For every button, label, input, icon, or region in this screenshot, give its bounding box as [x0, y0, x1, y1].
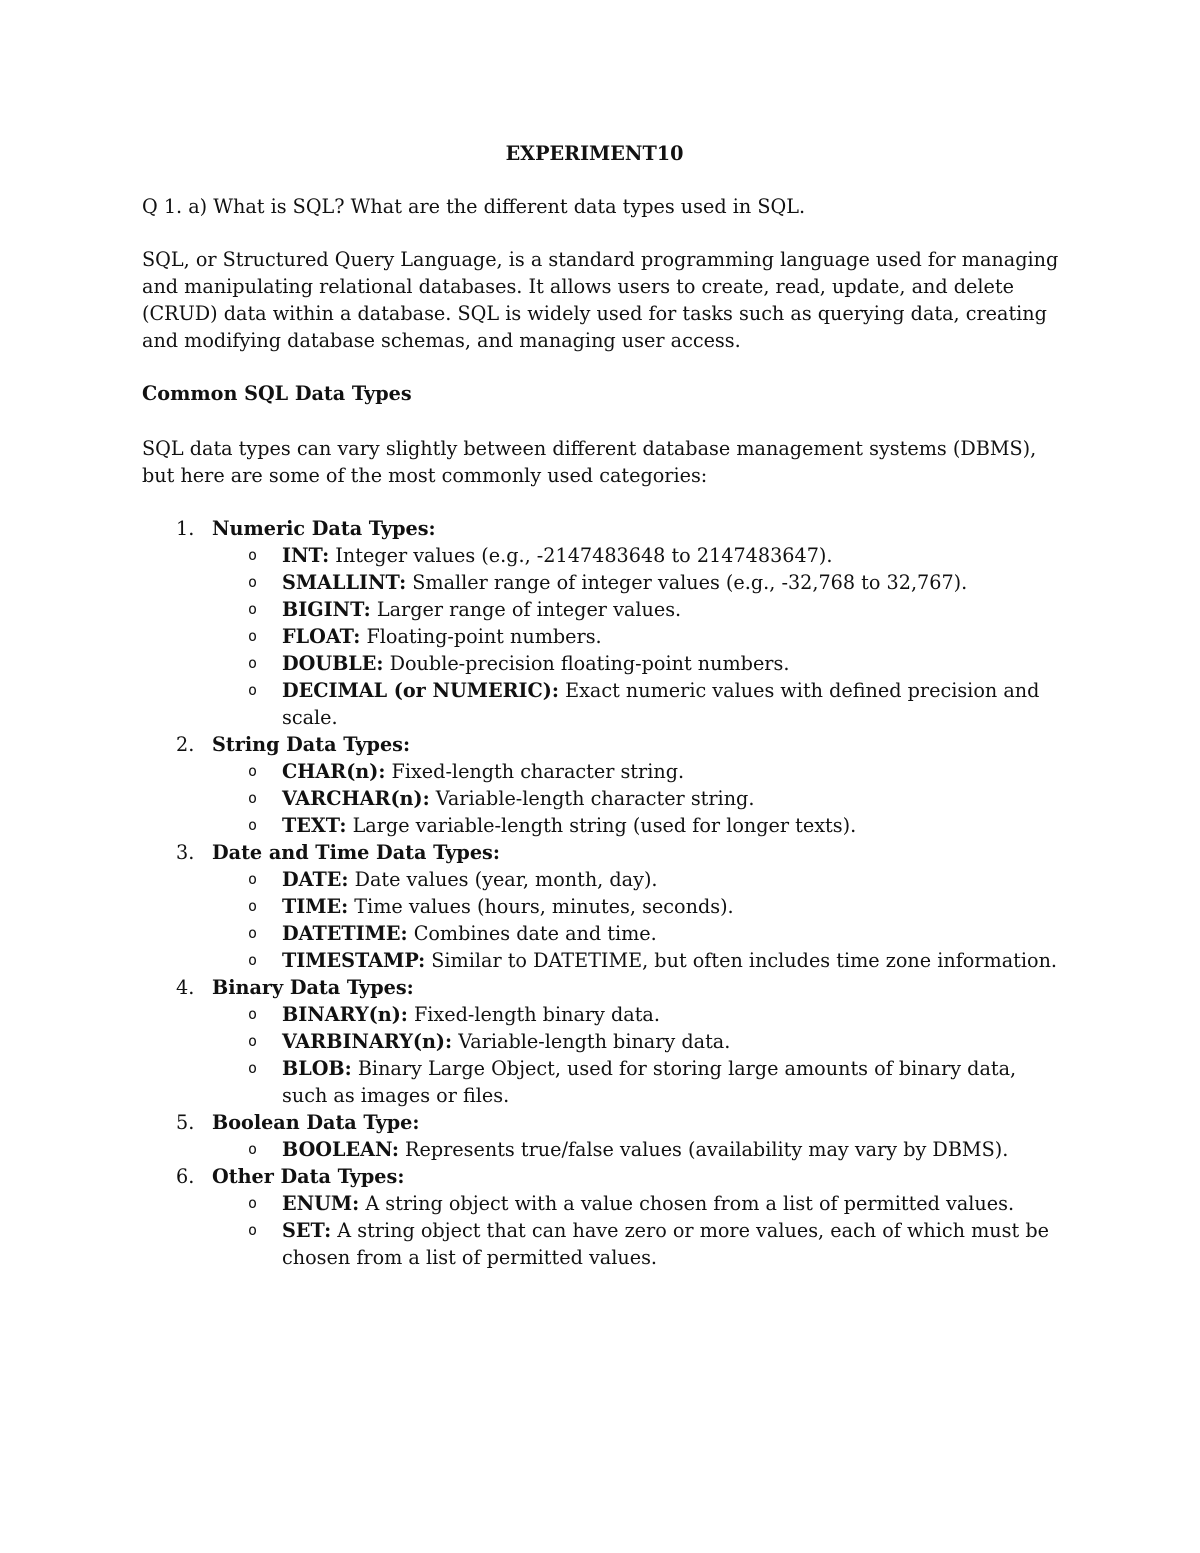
- type-list-item: [142, 1028, 1062, 1055]
- type-list-item: [142, 569, 1062, 596]
- type-description: Combines date and time.: [407, 922, 657, 945]
- bullet-icon: o: [248, 870, 258, 888]
- type-entry: [212, 1136, 1062, 1163]
- type-list-item: [142, 596, 1062, 623]
- type-description: Represents true/false values (availability may vary by DBMS).: [398, 1138, 1009, 1161]
- type-entry: [212, 812, 1062, 839]
- bullet-icon: o: [248, 1032, 258, 1050]
- bullet-icon: o: [248, 573, 258, 591]
- bullet-icon: o: [248, 1221, 258, 1239]
- section-heading: Common SQL Data Types: [142, 382, 412, 405]
- category-number: 1.: [176, 517, 195, 540]
- type-entry: [212, 542, 1062, 569]
- category-number: 3.: [176, 841, 195, 864]
- type-name: DECIMAL (or NUMERIC):: [282, 679, 559, 702]
- type-name: TIMESTAMP:: [282, 949, 426, 972]
- bullet-icon: o: [248, 1140, 258, 1158]
- category-number: 4.: [176, 976, 195, 999]
- section-intro: SQL data types can vary slightly between different database management systems (DBMS), but here are some of the most commonly used categories:: [142, 437, 1037, 487]
- type-description: Double-precision floating-point numbers.: [383, 652, 790, 675]
- type-name: SMALLINT:: [282, 571, 407, 594]
- category-list: [142, 515, 1062, 1271]
- type-entry: [212, 623, 1062, 650]
- type-description: A string object with a value chosen from a list of permitted values.: [359, 1192, 1015, 1215]
- category-number: 5.: [176, 1111, 195, 1134]
- type-list-item: [142, 758, 1062, 785]
- type-list-item: [142, 1136, 1062, 1163]
- bullet-icon: o: [248, 627, 258, 645]
- type-description: Large variable-length string (used for longer texts).: [346, 814, 857, 837]
- type-name: DOUBLE:: [282, 652, 384, 675]
- bullet-icon: o: [248, 762, 258, 780]
- type-list: [212, 1190, 1062, 1271]
- type-list: [212, 1001, 1062, 1109]
- type-list-item: [142, 866, 1062, 893]
- category-item: [142, 839, 1062, 974]
- type-description: Smaller range of integer values (e.g., -32,768 to 32,767).: [406, 571, 968, 594]
- type-entry: [212, 785, 1062, 812]
- type-description: Fixed-length binary data.: [407, 1003, 660, 1026]
- category-item: [142, 515, 1062, 731]
- type-list-item: [142, 812, 1062, 839]
- category-label: String Data Types:: [212, 733, 411, 756]
- type-entry: [212, 1055, 1062, 1109]
- type-entry: [212, 866, 1062, 893]
- type-name: INT:: [282, 544, 330, 567]
- bullet-icon: o: [248, 1059, 258, 1077]
- type-entry: [212, 1028, 1062, 1055]
- type-list-item: [142, 785, 1062, 812]
- type-list: [212, 758, 1062, 839]
- category-number: 2.: [176, 733, 195, 756]
- type-description: Time values (hours, minutes, seconds).: [348, 895, 734, 918]
- intro-paragraph: SQL, or Structured Query Language, is a standard programming language used for managing and manipulating relational databases. It allows users to create, read, update, and delete (CRUD) data within a database. SQL is widely used for tasks such as querying data, creating and modifying database schemas, and managing user access.: [142, 248, 1059, 352]
- bullet-icon: o: [248, 816, 258, 834]
- type-name: TIME:: [282, 895, 349, 918]
- category-label: Numeric Data Types:: [212, 517, 436, 540]
- type-name: CHAR(n):: [282, 760, 386, 783]
- type-name: VARBINARY(n):: [282, 1030, 453, 1053]
- type-list-item: [142, 650, 1062, 677]
- bullet-icon: o: [248, 546, 258, 564]
- category-number: 6.: [176, 1165, 195, 1188]
- bullet-icon: o: [248, 654, 258, 672]
- type-name: DATETIME:: [282, 922, 408, 945]
- type-list-item: [142, 623, 1062, 650]
- type-description: Variable-length character string.: [429, 787, 755, 810]
- type-entry: [212, 650, 1062, 677]
- type-list-item: [142, 677, 1062, 731]
- type-description: Fixed-length character string.: [385, 760, 685, 783]
- type-name: BOOLEAN:: [282, 1138, 399, 1161]
- bullet-icon: o: [248, 897, 258, 915]
- document-title: EXPERIMENT10: [505, 142, 684, 165]
- type-description: A string object that can have zero or more values, each of which must be chosen from a list of permitted values.: [282, 1219, 1049, 1269]
- category-item: [142, 974, 1062, 1109]
- type-list-item: [142, 893, 1062, 920]
- type-description: Binary Large Object, used for storing large amounts of binary data, such as images or files.: [282, 1057, 1017, 1107]
- type-list-item: [142, 1217, 1062, 1271]
- category-item: [142, 1163, 1062, 1271]
- type-list-item: [142, 542, 1062, 569]
- type-name: BINARY(n):: [282, 1003, 408, 1026]
- type-list: [212, 866, 1062, 974]
- type-entry: [212, 1190, 1062, 1217]
- type-description: Date values (year, month, day).: [348, 868, 658, 891]
- question-text: Q 1. a) What is SQL? What are the different data types used in SQL.: [142, 195, 806, 218]
- type-name: FLOAT:: [282, 625, 361, 648]
- document-body: [142, 140, 1062, 1271]
- type-list-item: [142, 920, 1062, 947]
- type-description: Exact numeric values with defined precision and scale.: [282, 679, 1040, 729]
- type-name: SET:: [282, 1219, 332, 1242]
- type-list-item: [142, 1055, 1062, 1109]
- bullet-icon: o: [248, 1194, 258, 1212]
- type-list-item: [142, 1190, 1062, 1217]
- type-name: BLOB:: [282, 1057, 352, 1080]
- category-item: [142, 1109, 1062, 1163]
- type-description: Floating-point numbers.: [360, 625, 602, 648]
- category-label: Other Data Types:: [212, 1165, 405, 1188]
- type-name: ENUM:: [282, 1192, 360, 1215]
- bullet-icon: o: [248, 681, 258, 699]
- type-name: DATE:: [282, 868, 349, 891]
- type-entry: [212, 893, 1062, 920]
- bullet-icon: o: [248, 789, 258, 807]
- type-entry: [212, 758, 1062, 785]
- category-label: Boolean Data Type:: [212, 1111, 420, 1134]
- category-label: Binary Data Types:: [212, 976, 414, 999]
- type-entry: [212, 596, 1062, 623]
- type-description: Similar to DATETIME, but often includes time zone information.: [425, 949, 1058, 972]
- type-entry: [212, 1001, 1062, 1028]
- bullet-icon: o: [248, 600, 258, 618]
- type-description: Integer values (e.g., -2147483648 to 2147483647).: [329, 544, 833, 567]
- category-item: [142, 731, 1062, 839]
- bullet-icon: o: [248, 924, 258, 942]
- type-list-item: [142, 1001, 1062, 1028]
- category-label: Date and Time Data Types:: [212, 841, 500, 864]
- bullet-icon: o: [248, 951, 258, 969]
- type-name: TEXT:: [282, 814, 347, 837]
- type-name: VARCHAR(n):: [282, 787, 430, 810]
- type-entry: [212, 920, 1062, 947]
- type-list: [212, 542, 1062, 731]
- type-list-item: [142, 947, 1062, 974]
- type-entry: [212, 947, 1062, 974]
- type-entry: [212, 1217, 1062, 1271]
- type-entry: [212, 677, 1062, 731]
- type-name: BIGINT:: [282, 598, 371, 621]
- bullet-icon: o: [248, 1005, 258, 1023]
- type-list: [212, 1136, 1062, 1163]
- type-description: Variable-length binary data.: [452, 1030, 731, 1053]
- type-description: Larger range of integer values.: [370, 598, 682, 621]
- type-entry: [212, 569, 1062, 596]
